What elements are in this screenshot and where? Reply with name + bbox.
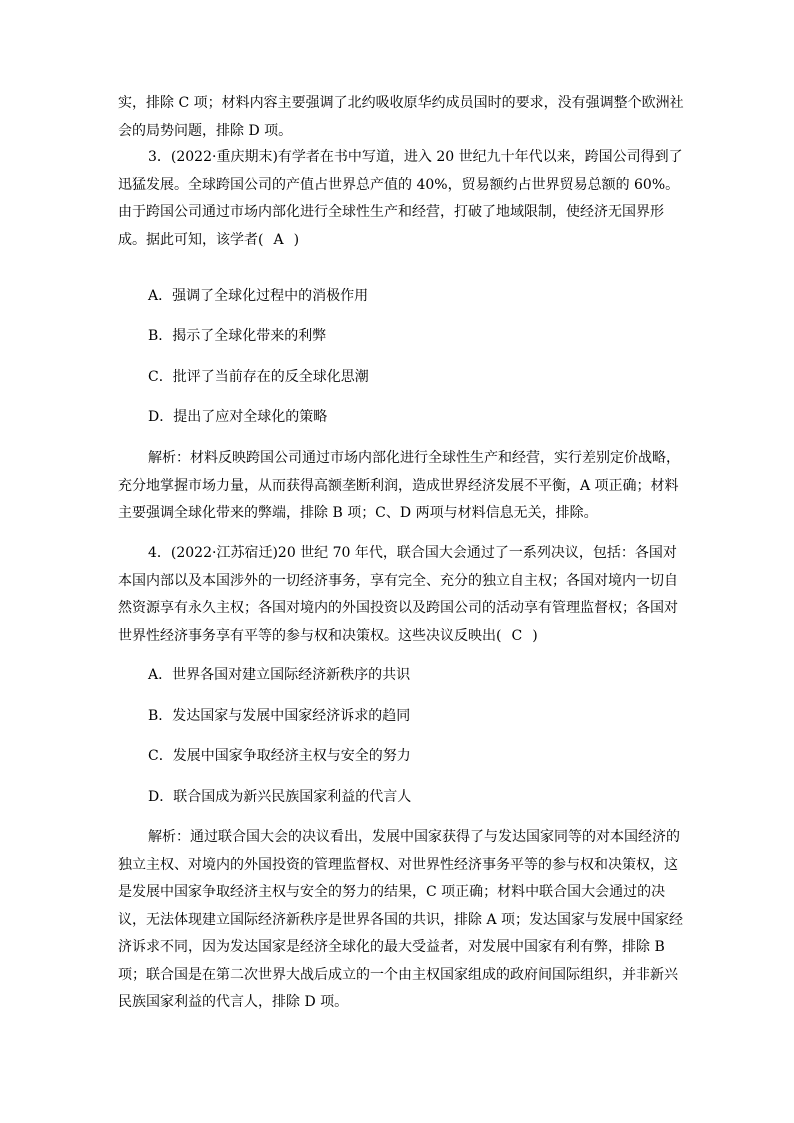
- question-4-stem: [118, 540, 684, 650]
- question-4-answer: C: [511, 627, 523, 644]
- question-4-stem-close: ): [532, 627, 538, 644]
- question-3-answer: A: [273, 231, 284, 248]
- question-4-analysis: 解析：通过联合国大会的决议看出，发展中国家获得了与发达国家同等的对本国经济的独立主权、对境内的外国投资的管理监督权、对世界性经济事务平等的参与权和决策权，这是发展中国家争取经济主权与安全的努力的结果，C 项正确；材料中联合国大会通过的决议，无法体现建立国际经济新秩序是世界各国的共识，排除 A 项；发达国家与发展中国家经济诉求不同，因为发达国家是经济全球化的最大受益者，对发展中国家有利有弊，排除 B 项；联合国是在第二次世界大战后成立的一个由主权国家组成的政府间国际组织，并非新兴民族国家利益的代言人，排除 D 项。: [118, 829, 684, 1010]
- question-3-option-a: A．强调了全球化过程中的消极作用: [148, 288, 369, 304]
- question-3-option-d: D．提出了应对全球化的策略: [148, 409, 328, 425]
- question-4-option-c: C．发展中国家争取经济主权与安全的努力: [148, 748, 411, 764]
- question-3-stem-text: 3．(2022·重庆期末)有学者在书中写道，进入 20 世纪九十年代以来，跨国公司得到了迅猛发展。全球跨国公司的产值占世界总产值的 40%，贸易额约占世界贸易总额的 60%。由于跨国公司通过市场内部化进行全球性生产和经营，打破了地域限制，使经济无国界形成。据此可知，该学者(: [118, 149, 683, 248]
- question-3-stem-close: ): [293, 231, 300, 248]
- question-4-option-b: B．发达国家与发展中国家经济诉求的趋同: [148, 708, 411, 724]
- question-3-option-b: B．揭示了全球化带来的利弊: [148, 328, 327, 344]
- question-3-option-c: C．批评了当前存在的反全球化思潮: [148, 369, 369, 385]
- question-4-option-a: A．世界各国对建立国际经济新秩序的共识: [148, 667, 411, 683]
- question-4-stem-text: 4．(2022·江苏宿迁)20 世纪 70 年代，联合国大会通过了一系列决议，包括：各国对本国内部以及本国涉外的一切经济事务，享有完全、充分的独立自主权；各国对境内一切自然资源享有永久主权；各国对境内的外国投资以及跨国公司的活动享有管理监督权；各国对世界性经济事务享有平等的参与权和决策权。这些决议反映出(: [118, 545, 678, 644]
- question-3-analysis: 解析：材料反映跨国公司通过市场内部化进行全球性生产和经营，实行差别定价战略，充分地掌握市场力量，从而获得高额垄断利润，造成世界经济发展不平衡，A 项正确；材料主要强调全球化带来的弊端，排除 B 项；C、D 两项与材料信息无关，排除。: [118, 450, 680, 521]
- intro-paragraph: 实，排除 C 项；材料内容主要强调了北约吸收原华约成员国时的要求，没有强调整个欧洲社会的局势问题，排除 D 项。: [118, 95, 684, 139]
- question-3-stem: [118, 144, 684, 254]
- question-4-option-d: D．联合国成为新兴民族国家利益的代言人: [148, 789, 412, 805]
